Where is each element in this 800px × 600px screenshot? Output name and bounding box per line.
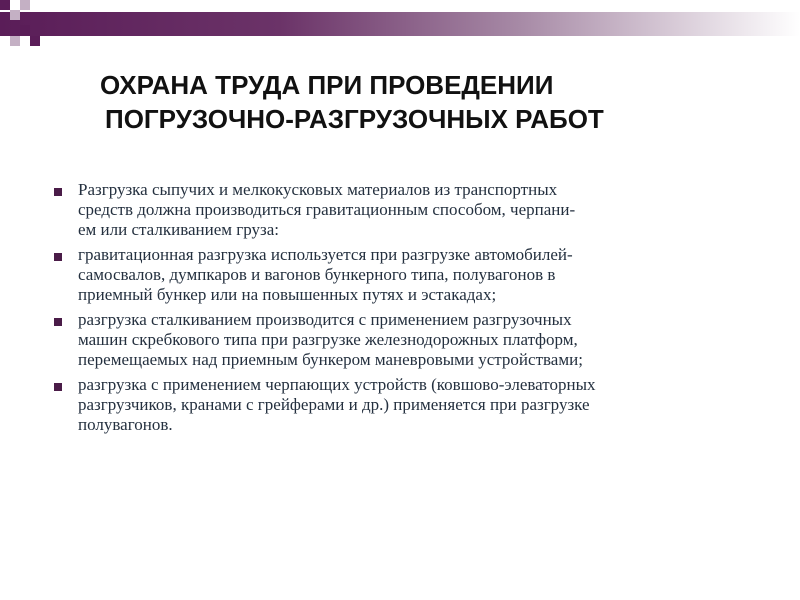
square-bullet-icon	[54, 253, 62, 261]
slide-title	[100, 68, 760, 136]
bullet-text: разгрузка с применением черпающих устройств (ковшово-элеваторных разгрузчиков, кранами с грейферами и др.) применяется при разгрузке полувагонов.	[78, 375, 596, 434]
bullet-item	[48, 245, 778, 305]
slide-title-line-2: ПОГРУЗОЧНО-РАЗГРУЗОЧНЫХ РАБОТ	[105, 104, 604, 134]
slide-title-line-1: ОХРАНА ТРУДА ПРИ ПРОВЕДЕНИИ	[100, 70, 554, 100]
decor-square	[20, 25, 30, 35]
header-decoration	[0, 0, 800, 55]
decor-square	[30, 36, 40, 46]
bullet-item	[48, 310, 778, 370]
decor-square	[10, 36, 20, 46]
decor-square	[10, 10, 20, 20]
square-bullet-icon	[54, 188, 62, 196]
bullet-item	[48, 375, 778, 435]
bullet-text: разгрузка сталкиванием производится с применением разгрузочных машин скребкового типа при разгрузке железнодорожных платформ, перемещаемых над приемным бункером маневровыми устройствами;	[78, 310, 583, 369]
bullet-list	[48, 180, 778, 440]
header-gradient-stripe	[0, 12, 800, 36]
square-bullet-icon	[54, 318, 62, 326]
square-bullet-icon	[54, 383, 62, 391]
decor-square	[0, 0, 10, 10]
bullet-item	[48, 180, 778, 240]
bullet-text: Разгрузка сыпучих и мелкокусковых материалов из транспортных средств должна производиться гравитационным способом, черпани- ем или сталкиванием груза:	[78, 180, 576, 239]
bullet-text: гравитационная разгрузка используется при разгрузке автомобилей- самосвалов, думпкаров и вагонов бункерного типа, полувагонов в приемный бункер или на повышенных путях и эстакадах;	[78, 245, 573, 304]
decor-square	[20, 0, 30, 10]
